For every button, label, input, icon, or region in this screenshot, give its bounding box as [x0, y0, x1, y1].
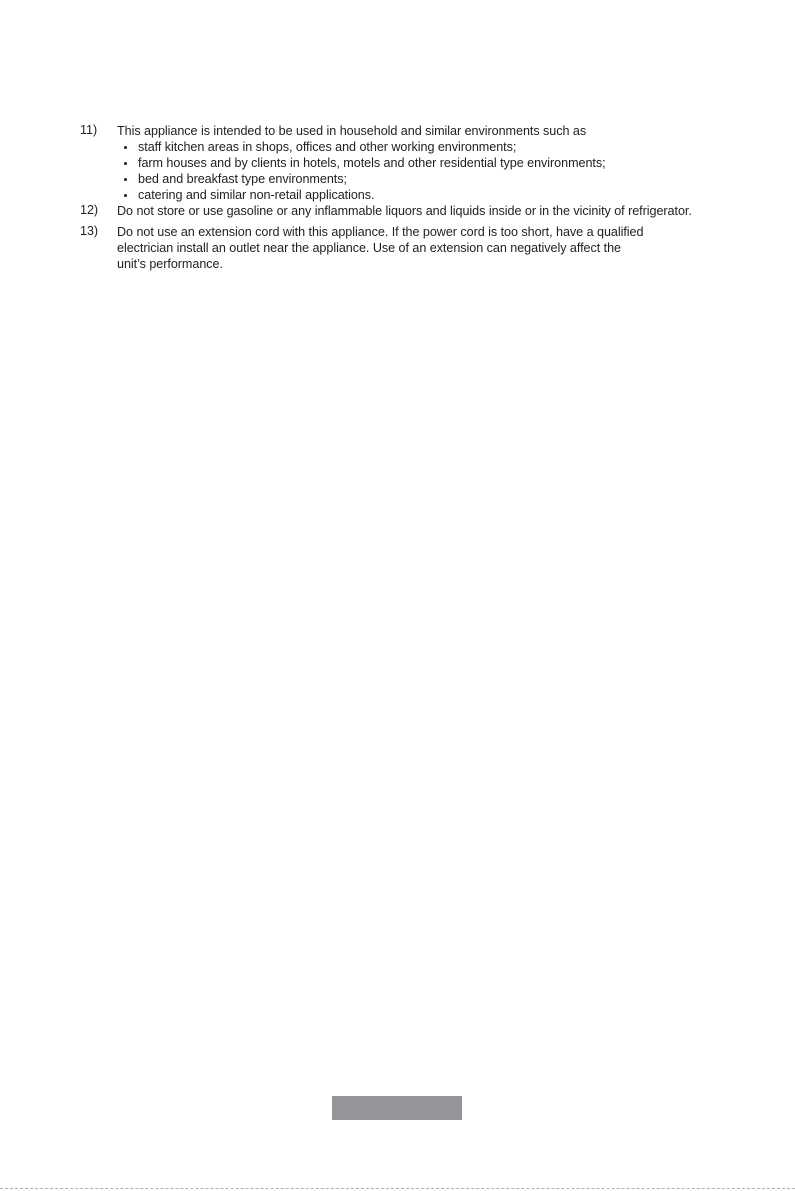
- list-item: [124, 139, 780, 155]
- bullet-icon: [124, 162, 127, 165]
- item-text-line: This appliance is intended to be used in household and similar environments such as: [117, 124, 587, 138]
- bullet-icon: [124, 146, 127, 149]
- list-item: [124, 155, 780, 171]
- instruction-item-12: [80, 203, 780, 219]
- list-item: [124, 171, 780, 187]
- page-number-bar: [332, 1096, 462, 1120]
- bullet-icon: [124, 178, 127, 181]
- list-item-text: catering and similar non-retail applications.: [138, 188, 375, 202]
- bullet-icon: [124, 194, 127, 197]
- item-number: 11): [80, 123, 98, 137]
- list-item: [124, 187, 780, 203]
- list-item-text: farm houses and by clients in hotels, motels and other residential type environments;: [138, 156, 606, 170]
- list-item-text: staff kitchen areas in shops, offices and other working environments;: [138, 140, 517, 154]
- item-text-line: unit’s performance.: [117, 257, 223, 271]
- item-text-line: Do not use an extension cord with this appliance. If the power cord is too short, have a qualified: [117, 225, 644, 239]
- instruction-item-13: [80, 224, 780, 272]
- instruction-item-11: [80, 123, 780, 203]
- item-text-line: Do not store or use gasoline or any inflammable liquors and liquids inside or in the vicinity of refrigerator.: [117, 204, 692, 218]
- item-number: 13): [80, 224, 99, 238]
- page-bottom-rule: [0, 1188, 795, 1189]
- safety-instructions: [80, 123, 780, 272]
- item-number: 12): [80, 203, 99, 217]
- list-item-text: bed and breakfast type environments;: [138, 172, 347, 186]
- item-text-line: electrician install an outlet near the appliance. Use of an extension can negatively affect the: [117, 241, 621, 255]
- environment-list: [117, 139, 780, 203]
